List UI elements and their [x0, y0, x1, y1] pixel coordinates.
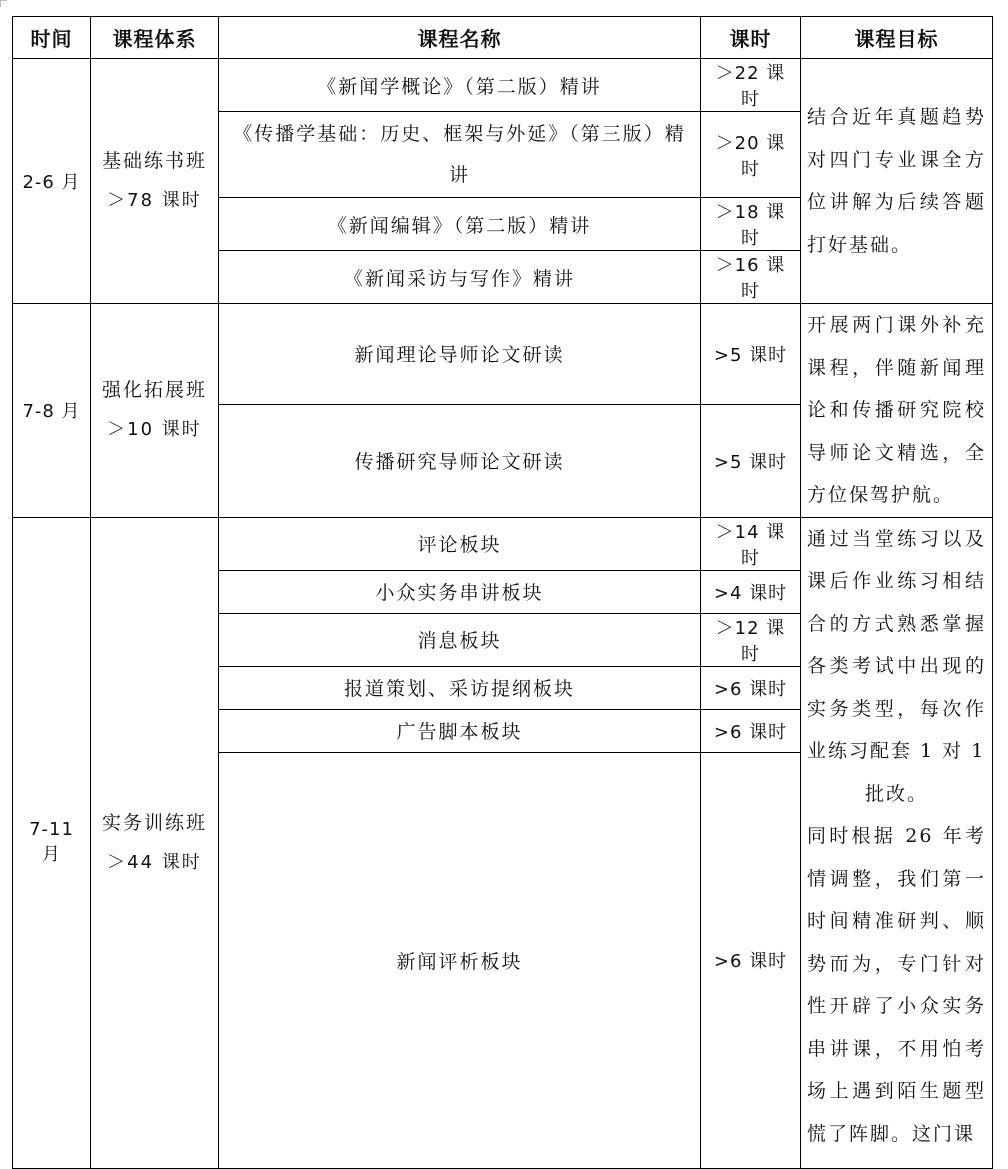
course-name: 新闻理论导师论文研读 — [219, 304, 701, 405]
course-hours: >6 课时 — [701, 752, 801, 1168]
course-name: 传播研究导师论文研读 — [219, 404, 701, 517]
course-name: 《新闻编辑》（第二版）精讲 — [219, 198, 701, 251]
course-name: 报道策划、采访提纲板块 — [219, 666, 701, 709]
course-hours: ＞18 课时 — [701, 198, 801, 251]
section-system — [91, 59, 219, 304]
corner-crop-mark — [0, 0, 7, 7]
system-hours: ＞10 课时 — [107, 419, 202, 441]
course-hours: >5 课时 — [701, 304, 801, 405]
system-name: 强化拓展班 — [101, 379, 207, 402]
course-name: 评论板块 — [219, 517, 701, 570]
course-table-container — [12, 16, 993, 1169]
course-hours: >6 课时 — [701, 709, 801, 752]
course-hours: >4 课时 — [701, 570, 801, 613]
system-name: 实务训练班 — [101, 811, 207, 834]
section-time: 7-8 月 — [13, 304, 91, 518]
section-goal — [801, 517, 993, 1168]
course-name: 广告脚本板块 — [219, 709, 701, 752]
table-row — [13, 304, 993, 405]
course-hours: ＞20 课时 — [701, 112, 801, 198]
course-name: 《新闻采访与写作》精讲 — [219, 251, 701, 304]
header-course-name: 课程名称 — [219, 17, 701, 59]
course-hours: >5 课时 — [701, 404, 801, 517]
table-row — [13, 59, 993, 112]
header-row — [13, 17, 993, 59]
header-system: 课程体系 — [91, 17, 219, 59]
goal-text-1: 通过当堂练习以及课后作业练习相结合的方式熟悉掌握各类考试中出现的实务类型，每次作业练习配套 1 对 1 — [807, 527, 986, 762]
goal-text-3: 同时根据 26 年考情调整，我们第一时间精准研判、顺势而为，专门针对性开辟了小众实务串讲课，不用怕考场上遇到陌生题型慌了阵脚。这门课 — [807, 825, 986, 1145]
course-hours: ＞12 课时 — [701, 613, 801, 666]
goal-text-2: 批改。 — [864, 782, 928, 805]
section-time: 7-11 月 — [13, 517, 91, 1168]
system-name: 基础练书班 — [101, 150, 207, 172]
system-hours: ＞78 课时 — [107, 190, 202, 211]
system-hours: ＞44 课时 — [107, 851, 202, 873]
course-hours: >6 课时 — [701, 666, 801, 709]
course-table — [12, 16, 993, 1169]
header-hours: 课时 — [701, 17, 801, 59]
section-system — [91, 304, 219, 518]
course-name: 《新闻学概论》（第二版）精讲 — [219, 59, 701, 112]
header-time: 时间 — [13, 17, 91, 59]
table-row — [13, 517, 993, 570]
course-name: 新闻评析板块 — [219, 752, 701, 1168]
section-goal: 结合近年真题趋势对四门专业课全方位讲解为后续答题打好基础。 — [801, 59, 993, 304]
course-hours: ＞14 课时 — [701, 517, 801, 570]
course-name: 小众实务串讲板块 — [219, 570, 701, 613]
course-name: 消息板块 — [219, 613, 701, 666]
section-system — [91, 517, 219, 1168]
course-hours: ＞22 课时 — [701, 59, 801, 112]
section-goal: 开展两门课外补充课程，伴随新闻理论和传播研究院校导师论文精选，全方位保驾护航。 — [801, 304, 993, 518]
header-goal: 课程目标 — [801, 17, 993, 59]
course-name: 《传播学基础：历史、框架与外延》（第三版）精讲 — [219, 112, 701, 198]
section-time: 2-6 月 — [13, 59, 91, 304]
course-hours: ＞16 课时 — [701, 251, 801, 304]
